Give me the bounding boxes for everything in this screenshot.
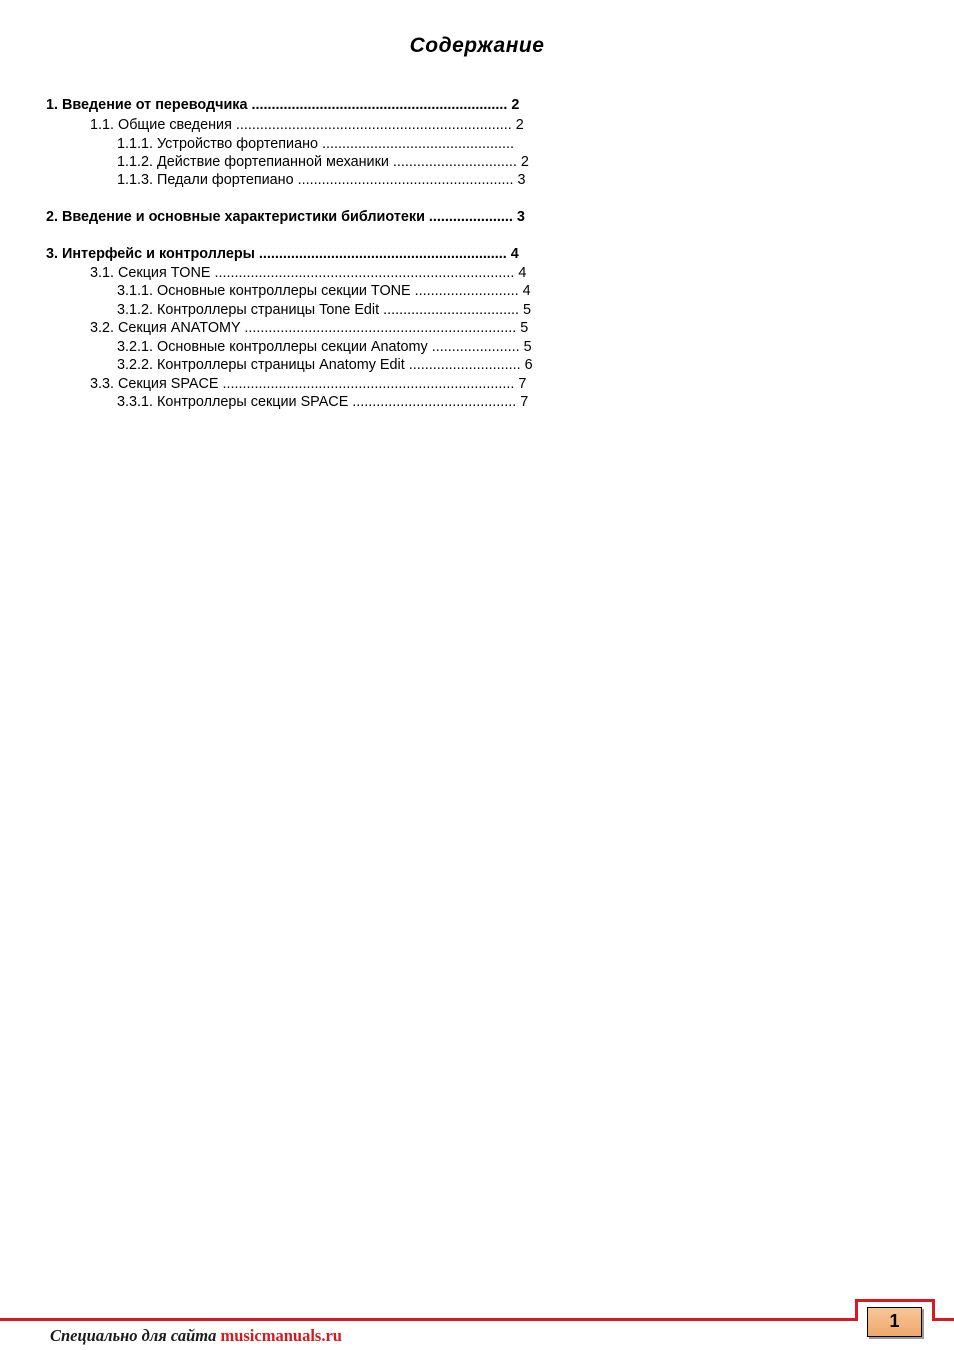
footer-rule-tail (932, 1318, 954, 1321)
toc-entry-3-1-2[interactable]: 3.1.2. Контроллеры страницы Tone Edit .................................. 5 (117, 302, 532, 318)
footer-credit-text: Специально для сайта (50, 1326, 217, 1345)
toc-entry-3-3-1[interactable]: 3.3.1. Контроллеры секции SPACE ......................................... 7 (117, 394, 529, 410)
toc-entry-3-3[interactable]: 3.3. Секция SPACE ......................................................................... 7 (90, 376, 527, 392)
toc-entry-3-2-2[interactable]: 3.2.2. Контроллеры страницы Anatomy Edit ............................ 6 (117, 357, 533, 373)
toc-entry-3-2-1[interactable]: 3.2.1. Основные контроллеры секции Anatomy ...................... 5 (117, 339, 532, 355)
toc-entry-1-1[interactable]: 1.1. Общие сведения ..................................................................... 2 (90, 117, 524, 133)
toc-entry-1[interactable]: 1. Введение от переводчика ................................................................ 2 (46, 97, 520, 113)
page-title: Содержание (409, 34, 545, 57)
toc-entry-3-2[interactable]: 3.2. Секция ANATOMY .................................................................... 5 (90, 320, 529, 336)
footer-site-link[interactable]: musicmanuals.ru (220, 1326, 342, 1345)
footer-rule (0, 1318, 856, 1321)
toc-entry-1-1-1[interactable]: 1.1.1. Устройство фортепиано ................................................ (117, 136, 514, 152)
toc-entry-1-1-2[interactable]: 1.1.2. Действие фортепианной механики ............................... 2 (117, 154, 529, 170)
toc-entry-3-1[interactable]: 3.1. Секция TONE ........................................................................... 4 (90, 265, 527, 281)
footer-credit (50, 1326, 342, 1346)
toc-entry-3-1-1[interactable]: 3.1.1. Основные контроллеры секции TONE .......................... 4 (117, 283, 531, 299)
toc-entry-2[interactable]: 2. Введение и основные характеристики библиотеки ..................... 3 (46, 209, 525, 225)
toc-entry-3[interactable]: 3. Интерфейс и контроллеры .............................................................. 4 (46, 246, 519, 262)
page-number: 1 (867, 1307, 922, 1337)
toc-entry-1-1-3[interactable]: 1.1.3. Педали фортепиано ...................................................... 3 (117, 172, 526, 188)
